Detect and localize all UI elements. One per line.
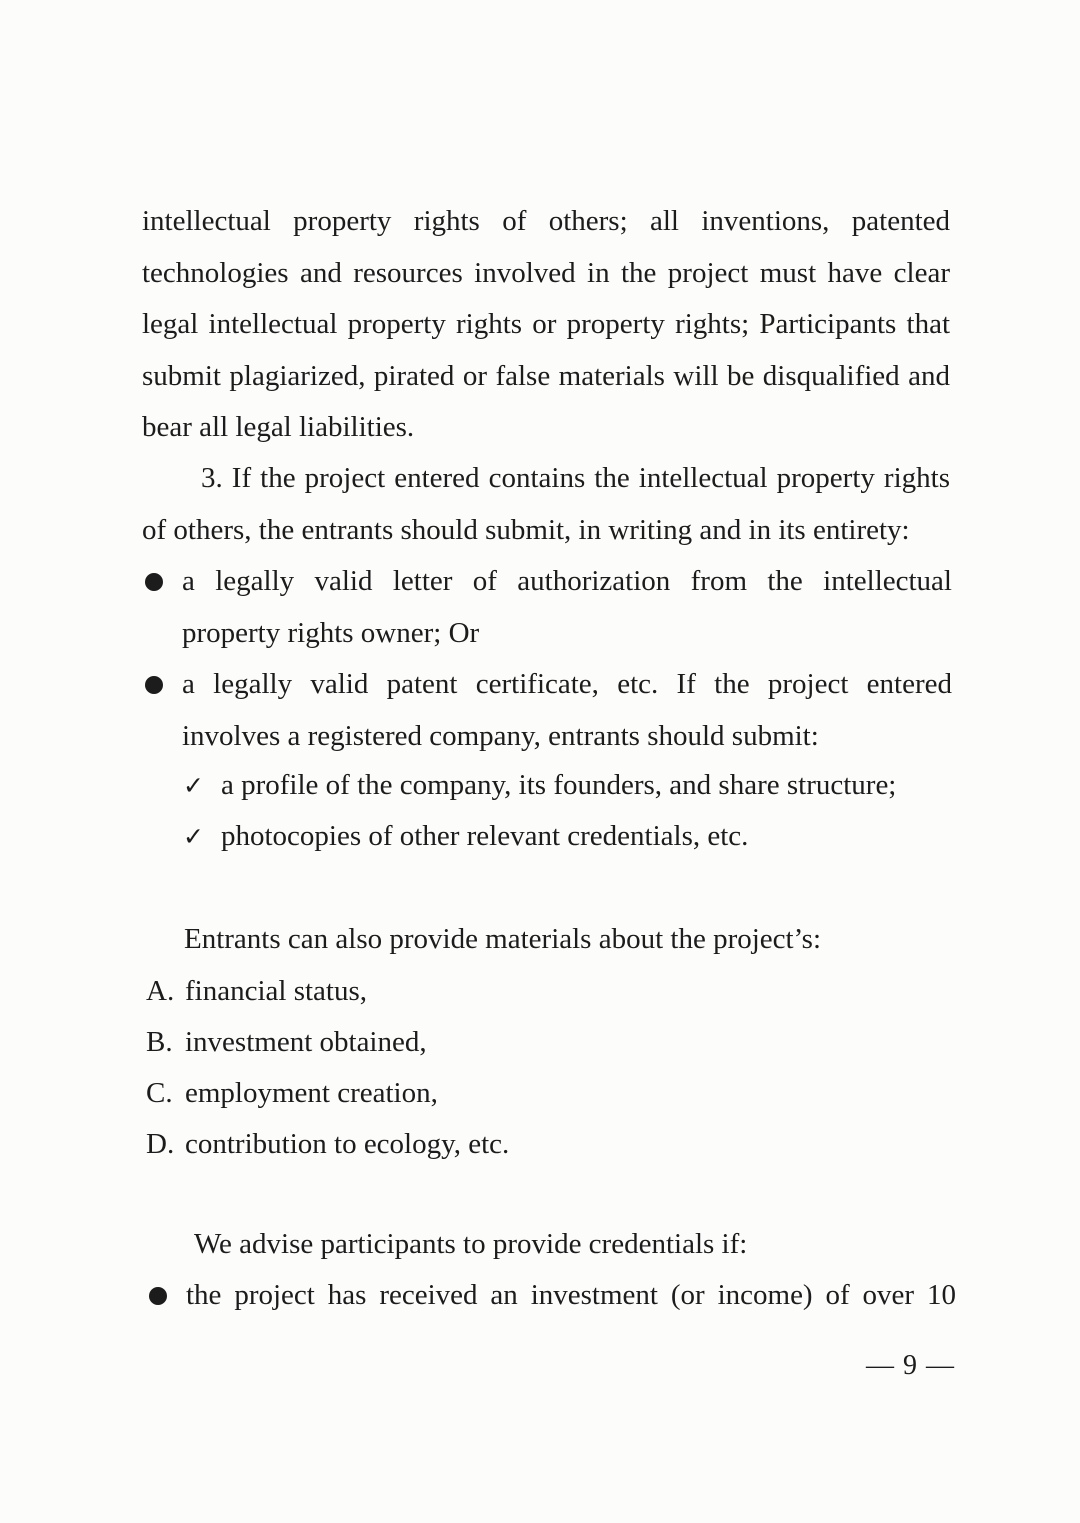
text-line: a legally valid patent certificate, etc. If the project entered <box>182 668 952 700</box>
alpha-list-item <box>146 1068 438 1120</box>
bullet-text <box>186 1270 956 1322</box>
paragraph-item-3 <box>142 453 950 556</box>
list-item-text: investment obtained, <box>185 1026 427 1058</box>
bullet-text <box>182 556 952 659</box>
checkmark-icon: ✓ <box>183 771 204 800</box>
text-line: submit plagiarized, pirated or false materials will be disqualified and <box>142 359 950 392</box>
alpha-list-item <box>146 1119 509 1171</box>
paragraph-ip-rights <box>142 196 950 454</box>
bullet-text <box>182 659 952 762</box>
list-letter: D. <box>146 1128 175 1160</box>
list-item-text: contribution to ecology, etc. <box>185 1128 510 1160</box>
check-item-text: photocopies of other relevant credentials, etc. <box>221 820 749 852</box>
entrants-intro: Entrants can also provide materials about the project’s: <box>184 923 821 955</box>
list-item-text: financial status, <box>185 975 368 1007</box>
check-item-text: a profile of the company, its founders, and share structure; <box>221 769 897 801</box>
text-line: involves a registered company, entrants should submit: <box>182 719 819 752</box>
page-number: — 9 — <box>866 1350 955 1381</box>
text-line: property rights owner; Or <box>182 616 480 649</box>
list-letter: C. <box>146 1077 173 1109</box>
text-line: 3. If the project entered contains the intellectual property rights <box>201 462 950 494</box>
text-line: of others, the entrants should submit, in writing and in its entirety: <box>142 513 910 546</box>
alpha-list-item <box>146 1017 427 1069</box>
advise-intro: We advise participants to provide credentials if: <box>194 1228 748 1260</box>
bullet-dot-icon <box>145 676 163 694</box>
list-letter: A. <box>146 975 175 1007</box>
text-line: bear all legal liabilities. <box>142 411 415 443</box>
text-line: intellectual property rights of others; all inventions, patented <box>142 205 950 237</box>
list-letter: B. <box>146 1026 173 1058</box>
text-line: legal intellectual property rights or property rights; Participants that <box>142 308 950 340</box>
bullet-dot-icon <box>149 1287 167 1305</box>
checkmark-icon: ✓ <box>183 822 204 851</box>
text-line: a legally valid letter of authorization from the intellectual <box>182 565 952 597</box>
list-item-text: employment creation, <box>185 1077 438 1109</box>
text-line: the project has received an investment (or income) of over 10 <box>186 1279 956 1311</box>
bullet-dot-icon <box>145 573 163 591</box>
alpha-list-item <box>146 966 367 1018</box>
text-line: technologies and resources involved in the project must have clear <box>142 256 950 289</box>
